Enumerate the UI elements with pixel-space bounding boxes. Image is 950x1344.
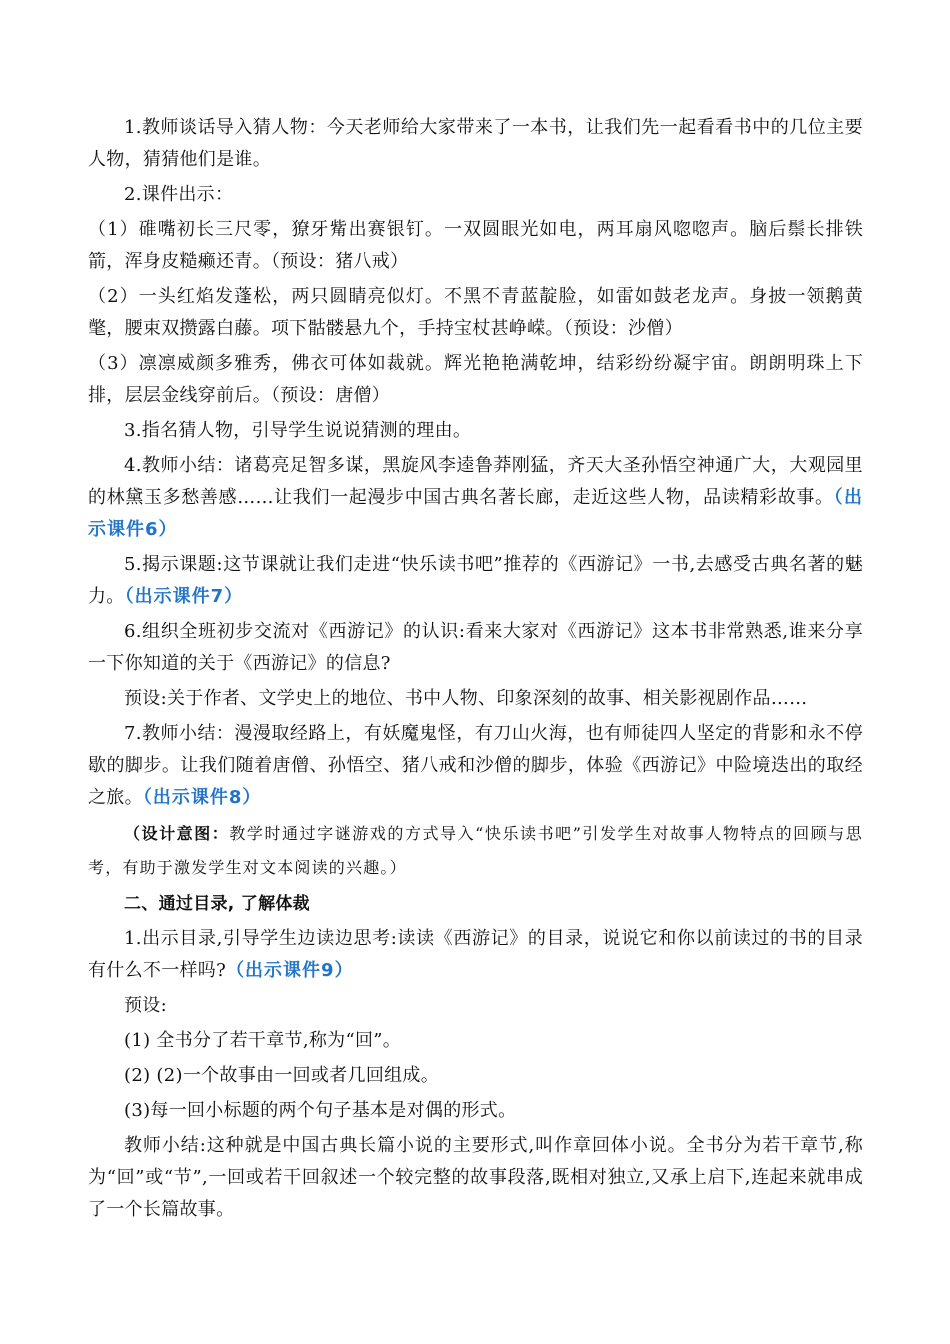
paragraph-discussion: 6.组织全班初步交流对《西游记》的认识:看来大家对《西游记》这本书非常熟悉,谁来分享一下你知道的关于《西游记》的信息? <box>88 621 863 674</box>
paragraph-toc <box>88 923 863 987</box>
paragraph-courseware: 2.课件出示： <box>124 184 234 205</box>
paragraph-summary-3: 教师小结:这种就是中国古典长篇小说的主要形式,叫作章回体小说。全书分为若干章节,称为“回”或“节”,一回或若干回叙述一个较完整的故事段落,既相对独立,又承上启下,连起来就串成了一个长篇故事。 <box>88 1135 863 1220</box>
paragraph-summary-1 <box>88 450 863 546</box>
riddle-3: （3）凛凛威颜多雅秀，佛衣可体如裁就。辉光艳艳满乾坤，结彩纷纷凝宇宙。朗朗明珠上下排，层层金线穿前后。（预设：唐僧） <box>88 353 863 406</box>
document-page <box>88 112 863 1226</box>
topic-text: 5.揭示课题:这节课就让我们走进“快乐读书吧”推荐的《西游记》一书,去感受古典名著的魅力。 <box>88 554 863 607</box>
design-intent-label: （设计意图： <box>124 824 230 843</box>
toc-text: 1.出示目录,引导学生边读边思考:读读《西游记》的目录，说说它和你以前读过的书的目录有什么不一样吗? <box>88 928 863 981</box>
riddle-2: （2）一头红焰发蓬松，两只圆睛亮似灯。不黑不青蓝靛脸，如雷如鼓老龙声。身披一领鹅黄氅，腰束双攒露白藤。项下骷髅悬九个，手持宝杖甚峥嵘。（预设：沙僧） <box>88 286 863 339</box>
riddle-1: （1）碓嘴初长三尺零，獠牙觜出赛银钉。一双圆眼光如电，两耳扇风唿唿声。脑后鬃长排铁箭，浑身皮糙癞还青。（预设：猪八戒） <box>88 219 863 272</box>
design-intent-text: 教学时通过字谜游戏的方式导入“快乐读书吧”引发学生对故事人物特点的回顾与思考，有助于激发学生对文本阅读的兴趣。） <box>88 824 864 877</box>
courseware-9-marker: （出示课件9） <box>226 960 354 981</box>
preset-item-3: (3)每一回小标题的两个句子基本是对偶的形式。 <box>124 1100 517 1121</box>
summary-2-text: 7.教师小结：漫漫取经路上，有妖魔鬼怪，有刀山火海，也有师徒四人坚定的背影和永不停歇的脚步。让我们随着唐僧、孙悟空、猪八戒和沙僧的脚步，体验《西游记》中险境迭出的取经之旅。 <box>88 723 863 808</box>
paragraph-intro: 1.教师谈话导入猜人物：今天老师给大家带来了一本书，让我们先一起看看书中的几位主要人物，猜猜他们是谁。 <box>88 117 863 170</box>
courseware-6-marker: （出示课件6） <box>88 487 864 540</box>
paragraph-summary-2 <box>88 718 863 814</box>
section-heading-2: 二、通过目录, 了解体裁 <box>124 894 310 914</box>
courseware-8-marker: （出示课件8） <box>142 787 262 808</box>
paragraph-guess: 3.指名猜人物，引导学生说说猜测的理由。 <box>124 420 472 441</box>
preset-item-2: (2) (2)一个故事由一回或者几回组成。 <box>124 1065 440 1086</box>
paragraph-topic <box>88 549 863 613</box>
design-intent-note <box>88 817 863 885</box>
courseware-7-marker: （出示课件7） <box>124 586 244 607</box>
paragraph-preset-2: 预设: <box>124 995 167 1016</box>
summary-1-text: 4.教师小结：诸葛亮足智多谋，黑旋风李逵鲁莽刚猛，齐天大圣孙悟空神通广大，大观园里的林黛玉多愁善感……让我们一起漫步中国古典名著长廊，走近这些人物，品读精彩故事。 <box>88 455 863 508</box>
preset-item-1: (1) 全书分了若干章节,称为“回”。 <box>124 1030 402 1051</box>
paragraph-preset: 预设:关于作者、文学史上的地位、书中人物、印象深刻的故事、相关影视剧作品…… <box>124 688 808 709</box>
